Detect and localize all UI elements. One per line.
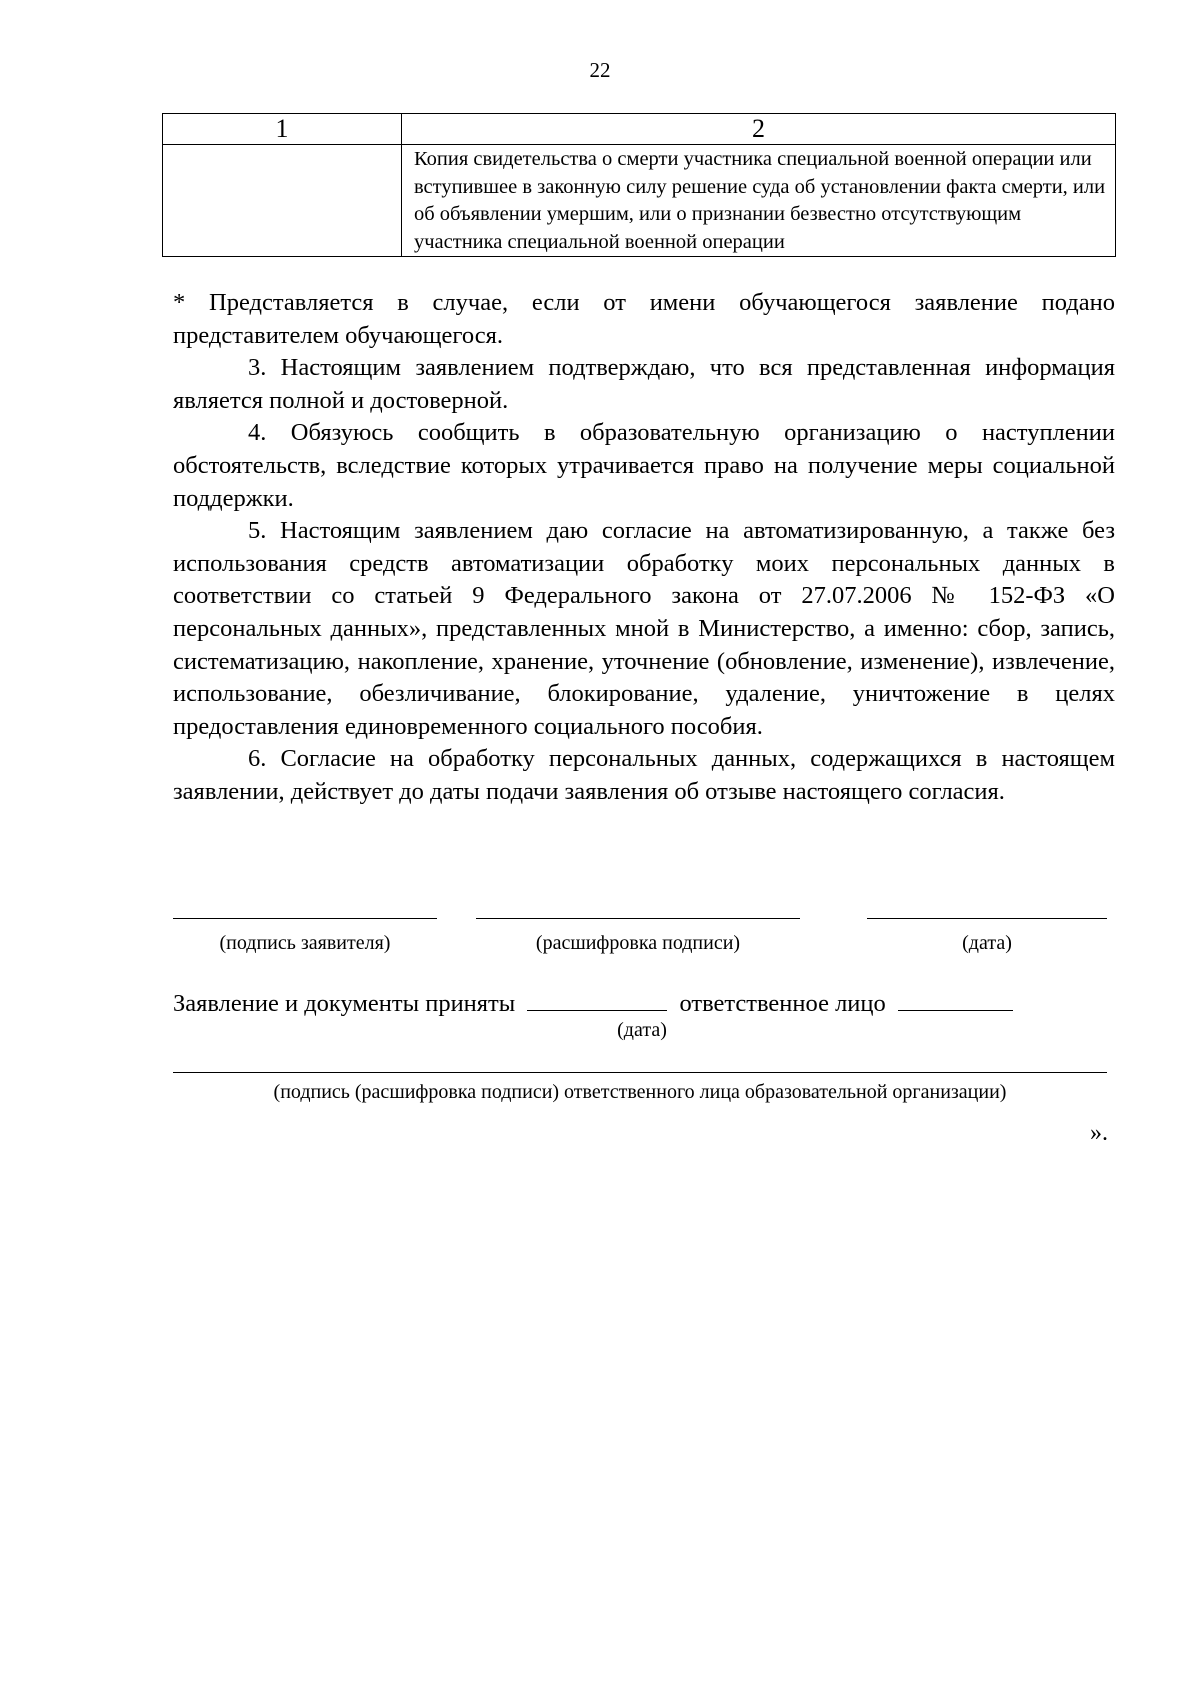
- table-cell-text: Копия свидетельства о смерти участника специальной военной операции или вступившее в законную силу решение суда об установлении факта смерти, или об объявлении умершим, или о признании безвестно отсутствующим участника специальной военной операции: [414, 148, 1106, 253]
- paragraph-6: 6. Согласие на обработку персональных данных, содержащихся в настоящем заявлении, действует до даты подачи заявления об отзыве настоящего согласия.: [173, 745, 1115, 805]
- table-row: [163, 145, 1116, 257]
- table-cell: [163, 145, 402, 257]
- applicant-signature-caption: (подпись заявителя): [219, 932, 391, 954]
- table-cell-text: [163, 145, 401, 146]
- documents-table: [162, 113, 1116, 257]
- accepted-lead: Заявление и документы приняты: [173, 990, 516, 1017]
- paragraph-5: 5. Настоящим заявлением даю согласие на автоматизированную, а также без использования средств автоматизации обработку моих персональных данных в соответствии со статьей 9 Федерального закона от 27.07.2006 № 152-ФЗ «О персональных данных», представленных мной в Министерство, а именно: сбор, запись, систематизацию, накопление, хранение, уточнение (обновление, изменение), извлечение, использование, обезличивание, блокирование, удаление, уничтожение в целях предоставления единовременного социального пособия.: [173, 517, 1115, 740]
- accepted-row: [173, 988, 1013, 1018]
- accepted-date-blank: [527, 988, 667, 1011]
- body-text: [173, 287, 1115, 809]
- table-header-cell: 1: [163, 114, 402, 145]
- org-signature-caption: (подпись (расшифровка подписи) ответственного лица образовательной организации): [273, 1081, 1007, 1103]
- transcript-signature-caption: (расшифровка подписи): [535, 932, 741, 954]
- table-cell: [402, 145, 1116, 257]
- paragraph-4: 4. Обязуюсь сообщить в образовательную организацию о наступлении обстоятельств, вследствие которых утрачивается право на получение меры социальной поддержки.: [173, 419, 1115, 512]
- accepted-date-caption: (дата): [617, 1019, 667, 1041]
- table-header-row: [163, 114, 1116, 145]
- footnote: * Представляется в случае, если от имени обучающегося заявление подано представителем обучающегося.: [173, 289, 1115, 349]
- table-header-cell: 2: [402, 114, 1116, 145]
- transcript-signature-line: [476, 918, 800, 919]
- applicant-signature-line: [173, 918, 437, 919]
- closing-quote: ».: [1090, 1120, 1108, 1146]
- date-signature-caption: (дата): [962, 932, 1012, 954]
- org-signature-line: [173, 1072, 1107, 1073]
- date-signature-line: [867, 918, 1107, 919]
- responsible-person-blank: [898, 988, 1013, 1011]
- responsible-person-label: ответственное лицо: [679, 990, 886, 1017]
- paragraph-3: 3. Настоящим заявлением подтверждаю, что вся представленная информация является полной и достоверной.: [173, 354, 1115, 414]
- page-number: 22: [589, 58, 611, 82]
